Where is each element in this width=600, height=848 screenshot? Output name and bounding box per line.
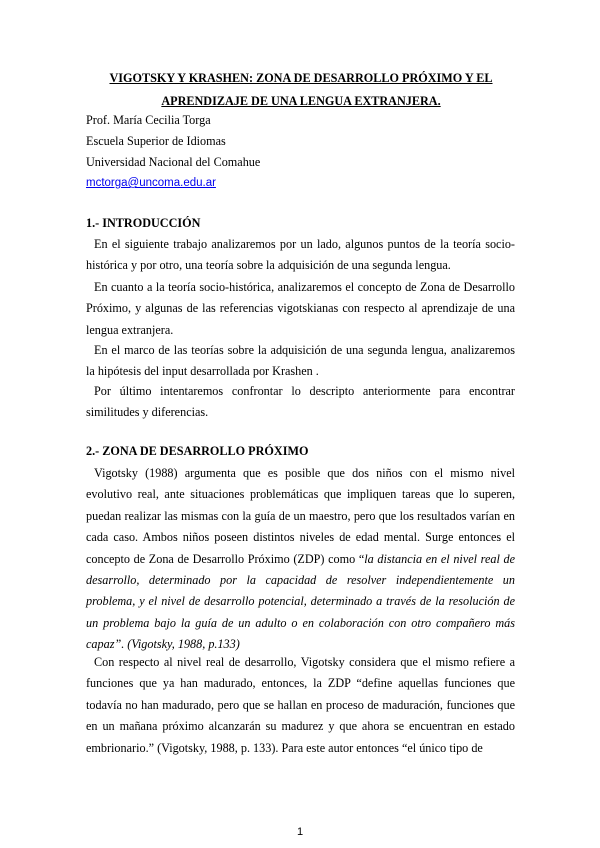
section-1-heading: 1.- INTRODUCCIÓN [86,216,201,230]
author-email-link[interactable]: mctorga@uncoma.edu.ar [86,177,216,189]
institution-university: Universidad Nacional del Comahue [86,155,261,169]
section-2-paragraph-1 [86,463,515,656]
vigotsky-citation: ”. (Vigotsky, 1988, p.133) [114,637,240,652]
section-1-paragraph-4: Por último intentaremos confrontar lo descripto anteriormente para encontrar similitudes y diferencias. [86,384,515,420]
vigotsky-quote: la distancia en el nivel real de desarrollo, determinado por la capacidad de resolver independientemente un problema, y el nivel de desarrollo potencial, determinado a través de la resolución de un problema bajo la guía de un adulto o en colaboración con otro compañero más capaz [86,551,515,652]
section-2-paragraph-1-text: Vigotsky (1988) argumenta que es posible que dos niños con el mismo nivel evolutivo real, ante situaciones problemáticas que impliquen tareas que lo superen, puedan realizar las mismas con la guía de un maestro, pero que los resultados varían en cada caso. Ambos niños poseen distintos niveles de edad mental. Surge entonces el concepto de Zona de Desarrollo Próximo (ZDP) como “ [86,466,515,566]
page-number: 1 [296,826,304,838]
document-title-line-1: VIGOTSKY Y KRASHEN: ZONA DE DESARROLLO PRÓXIMO Y EL [109,71,493,85]
section-1-paragraph-2: En cuanto a la teoría socio-histórica, analizaremos el concepto de Zona de Desarrollo Próximo, y algunas de las referencias vigotskianas con respecto al aprendizaje de una lengua extranjera. [86,280,515,337]
author-email-container [86,175,216,190]
author-name: Prof. María Cecilia Torga [86,113,211,127]
section-2-paragraph-2: Con respecto al nivel real de desarrollo, Vigotsky considera que el mismo refiere a funciones que ya han madurado, entonces, la ZDP “define aquellas funciones que todavía no han madurado, pero que se hallan en proceso de maduración, funciones que en un mañana próximo alcanzarán su madurez y que ahora se encuentran en estado embrionario.” (Vigotsky, 1988, p. 133). Para este autor entonces “el único tipo de [86,655,515,755]
section-1-paragraph-3: En el marco de las teorías sobre la adquisición de una segunda lengua, analizaremos la hipótesis del input desarrollada por Krashen . [86,343,515,379]
section-2-heading: 2.- ZONA DE DESARROLLO PRÓXIMO [86,444,309,458]
section-1-paragraph-1: En el siguiente trabajo analizaremos por un lado, algunos puntos de la teoría socio-histórica y por otro, una teoría sobre la adquisición de una segunda lengua. [86,237,515,273]
document-title-line-2: APRENDIZAJE DE UNA LENGUA EXTRANJERA. [161,94,441,108]
institution-school: Escuela Superior de Idiomas [86,134,226,148]
